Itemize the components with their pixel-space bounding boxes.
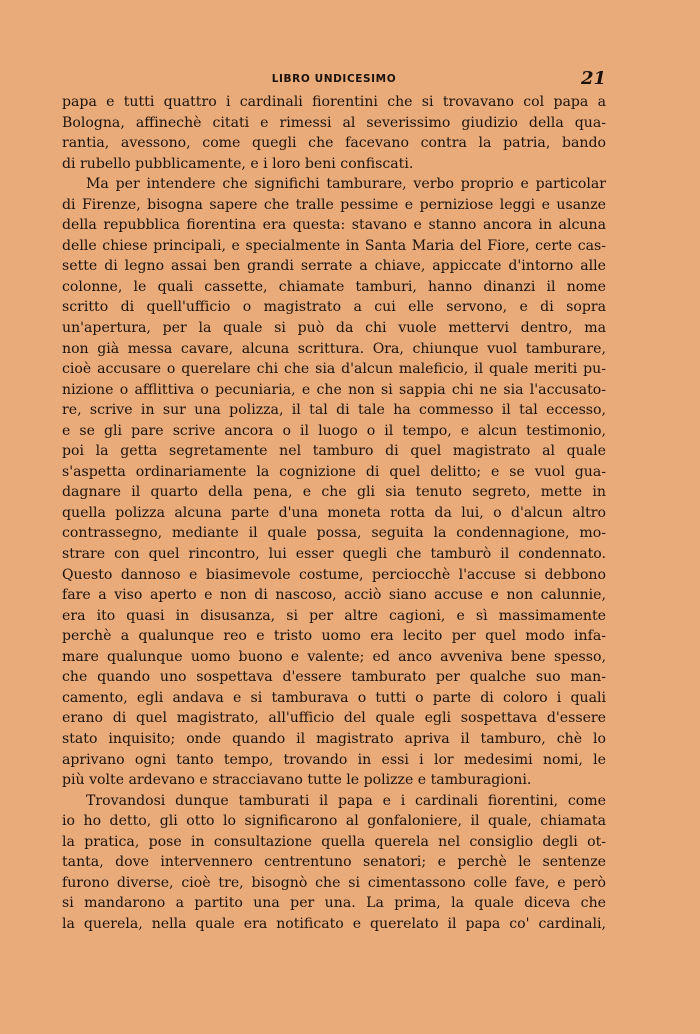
text-line: Questo dannoso e biasimevole costume, perciocchè l'accuse si debbono: [62, 566, 606, 583]
text-line: fare a viso aperto e non di nascoso, acciò siano accuse e non calunnie,: [62, 587, 606, 604]
text-line: s'aspetta ordinariamente la cognizione di quel delitto; e se vuol gua-: [62, 463, 606, 480]
text-line: delle chiese principali, e specialmente in Santa Maria del Fiore, certe cas-: [62, 237, 606, 254]
page-header: [62, 70, 606, 92]
text-line: strare con quel rincontro, lui esser quegli che tamburò il condennato.: [62, 546, 606, 563]
text-line: dagnare il quarto della pena, e che gli sia tenuto segreto, mette in: [62, 484, 606, 501]
text-line: io ho detto, gli otto lo significarono al gonfaloniere, il quale, chiamata: [62, 813, 606, 830]
text-line: mare qualunque uomo buono e valente; ed anco avveniva bene spesso,: [62, 648, 606, 665]
text-line: e se gli pare scrive ancora o il luogo o il tempo, e alcun testimonio,: [62, 422, 606, 439]
text-line: papa e tutti quattro i cardinali fiorentini che si trovavano col papa a: [62, 94, 606, 110]
text-line: quella polizza alcuna parte d'una moneta rotta da lui, o d'alcun altro: [62, 504, 606, 521]
text-line: di rubello pubblicamente, e i loro beni confiscati.: [62, 155, 414, 172]
text-line: era ito quasi in disusanza, si per altre cagioni, e sì massimamente: [62, 607, 606, 624]
text-line: Trovandosi dunque tamburati il papa e i cardinali fiorentini, come: [86, 792, 606, 809]
text-line: si mandarono a partito una per una. La prima, la quale diceva che: [62, 895, 606, 912]
text-line: che quando uno sospettava d'essere tamburato per qualche suo man-: [62, 669, 606, 686]
text-line: scritto di quell'ufficio o magistrato a cui elle servono, e di sopra: [62, 299, 606, 316]
text-line: rantia, avessono, come quegli che facevano contra la patria, bando: [62, 135, 606, 152]
text-line: un'apertura, per la quale si può da chi vuole mettervi dentro, ma: [62, 320, 606, 337]
text-line: perchè a qualunque reo e tristo uomo era lecito per quel modo infa-: [62, 628, 606, 645]
text-line: aprivano ogni tanto tempo, trovando in essi i lor medesimi nomi, le: [62, 751, 606, 768]
text-line: Ma per intendere che significhi tamburare, verbo proprio e particolar: [86, 176, 606, 193]
text-line: della repubblica fiorentina era questa: stavano e stanno ancora in alcuna: [62, 217, 606, 234]
running-head: LIBRO UNDICESIMO: [271, 73, 397, 85]
text-line: la querela, nella quale era notificato e querelato il papa co' cardinali,: [62, 915, 606, 932]
text-line: cioè accusare o querelare chi che sia d'alcun maleficio, il quale meriti pu-: [62, 361, 606, 378]
text-line: di Firenze, bisogna sapere che tralle pessime e perniziose leggi e usanze: [62, 196, 606, 213]
text-line: non già messa cavare, alcuna scrittura. Ora, chiunque vuol tamburare,: [62, 340, 606, 357]
text-line: camento, egli andava e si tamburava o tutti o parte di coloro i quali: [62, 689, 606, 706]
text-line: stato inquisito; onde quando il magistrato apriva il tamburo, chè lo: [62, 730, 606, 747]
text-line: erano di quel magistrato, all'ufficio del quale egli sospettava d'essere: [62, 710, 606, 727]
text-line: colonne, le quali cassette, chiamate tamburi, hanno dinanzi il nome: [62, 278, 606, 295]
text-line: la pratica, pose in consultazione quella querela nel consiglio degli ot-: [62, 833, 606, 850]
text-line: tanta, dove intervennero centrentuno senatori; e perchè le sentenze: [62, 854, 606, 871]
text-line: sette di legno assai ben grandi serrate a chiave, appiccate d'intorno alle: [62, 258, 606, 275]
text-line: contrassegno, mediante il quale possa, seguita la condennagione, mo-: [62, 525, 606, 542]
text-line: re, scrive in sur una polizza, il tal di tale ha commesso il tal eccesso,: [62, 402, 606, 419]
text-line: furono diverse, cioè tre, bisognò che si cimentassono colle fave, e però: [62, 874, 606, 891]
text-line: poi la getta segretamente nel tamburo di quel magistrato al quale: [62, 443, 606, 460]
page-number: 21: [580, 68, 606, 89]
text-line: Bologna, affinechè citati e rimessi al severissimo giudizio della qua-: [62, 114, 606, 131]
body-text: [62, 92, 606, 934]
text-line: nizione o afflittiva o pecuniaria, e che non si sappia chi ne sia l'accusato-: [62, 381, 606, 398]
text-line: più volte ardevano e stracciavano tutte le polizze e tamburagioni.: [62, 772, 532, 789]
